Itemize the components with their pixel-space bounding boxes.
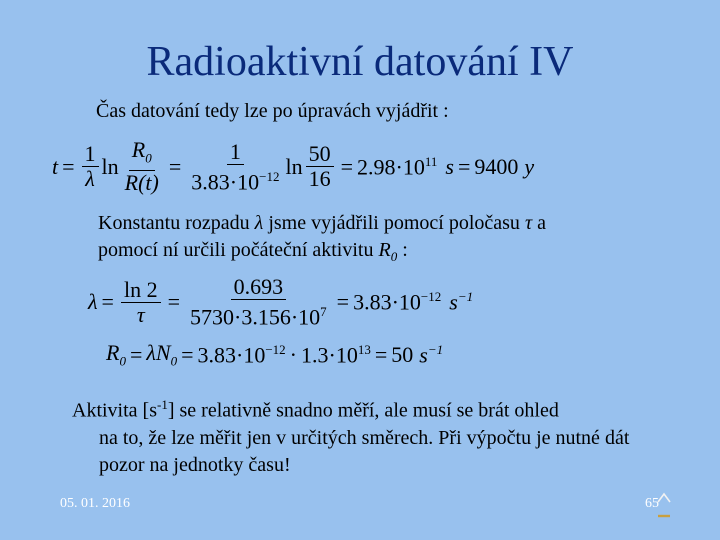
p2-l2-a: pomocí ní určili počáteční aktivitu <box>98 239 379 261</box>
eq2-r-exp: −12 <box>420 289 442 304</box>
eq1-r1-base: 2.98·10 <box>357 153 425 179</box>
p3-rest: na to, že lze měřit jen v určitých směrech. Při výpočtu je nutné dát pozor na jednotky času! <box>99 426 630 476</box>
eq1-f2-num-r: R <box>131 137 146 162</box>
eq1-ln: ln <box>101 153 119 179</box>
footer-date: 05. 01. 2016 <box>60 496 130 511</box>
eq3-equals-3: = <box>374 341 388 367</box>
eq1-equals-3: = <box>340 153 354 179</box>
slide-title: Radioaktivní datování IV <box>146 39 574 85</box>
eq2-unit-s: s <box>449 289 458 315</box>
eq3-result: 50 <box>391 341 414 367</box>
eq3-r-letter: R <box>106 340 120 365</box>
initial-activity-equation <box>106 340 443 369</box>
eq3-equals-2: = <box>181 341 194 367</box>
p2-l2-b: : <box>397 239 408 261</box>
eq2-f2-den <box>187 300 330 329</box>
eq2-f2-num: 0.693 <box>231 275 287 300</box>
page-number: 65 <box>645 496 659 511</box>
eq1-f3-den-base: 3.83·10 <box>191 168 260 194</box>
eq1-f2-num-sub: 0 <box>145 150 152 166</box>
p3-sup: -1 <box>157 397 168 412</box>
p2-r: R <box>378 239 391 261</box>
eq1-r1-exp: 11 <box>424 153 438 169</box>
eq3-unit-exp: −1 <box>427 341 444 357</box>
eq2-result <box>353 289 441 315</box>
eq1-ln-2: ln <box>285 153 303 179</box>
eq2-equals-2: = <box>167 289 180 315</box>
eq3-lambda-n-text: λN <box>146 340 171 365</box>
eq1-f3-num: 1 <box>227 140 244 165</box>
eq1-equals: = <box>62 153 75 179</box>
eq1-f2-den: R(t) <box>124 170 159 196</box>
dating-time-equation <box>52 138 534 195</box>
eq2-equals-3: = <box>336 289 350 315</box>
decay-constant-equation <box>88 275 473 329</box>
eq2-fraction-1 <box>121 278 161 327</box>
eq3-r <box>106 340 126 369</box>
eq1-unit-s: s <box>445 153 454 179</box>
decay-constant-text <box>98 210 546 270</box>
eq1-f2-num <box>129 138 155 171</box>
decay-text-line-1 <box>98 210 546 237</box>
eq2-fraction-2 <box>187 275 330 329</box>
eq3-t1-base: 3.83·10 <box>197 341 266 367</box>
eq3-term-2 <box>301 342 371 368</box>
eq2-lambda: λ <box>88 289 98 315</box>
eq1-equals-2: = <box>168 153 182 179</box>
eq3-equals: = <box>129 341 143 367</box>
eq2-r-base: 3.83·10 <box>353 289 421 315</box>
eq1-fraction-1 <box>82 142 99 191</box>
p2-r-sub: 0 <box>390 249 398 264</box>
eq3-n-sub: 0 <box>170 353 178 369</box>
eq1-f4-num: 50 <box>306 142 334 167</box>
eq1-fraction-3 <box>188 140 282 194</box>
eq1-f3-den <box>188 165 282 194</box>
eq1-unit-y: y <box>524 153 535 179</box>
eq3-unit-s: s <box>419 341 428 367</box>
eq1-f1-num: 1 <box>82 142 99 167</box>
p2-l1-c: a <box>532 212 546 234</box>
eq2-f2-den-exp: 7 <box>320 304 327 319</box>
decay-text-line-2 <box>98 237 546 270</box>
eq2-equals: = <box>101 289 114 315</box>
eq2-f1-den: τ <box>136 301 145 327</box>
eq1-f1-den: λ <box>85 166 95 192</box>
eq3-t2-base: 1.3·10 <box>301 341 358 367</box>
eq3-dot: · <box>289 341 297 367</box>
eq1-f4-den: 16 <box>308 166 331 192</box>
eq3-unit <box>419 342 443 368</box>
p3-b: ] se relativně snadno měří, ale musí se brát ohled <box>167 399 559 422</box>
eq3-t2-exp: 13 <box>357 341 371 357</box>
eq1-result-1 <box>357 154 437 180</box>
p2-tau: τ <box>524 212 533 234</box>
eq3-t1-exp: −12 <box>265 341 286 357</box>
home-icon[interactable] <box>656 491 672 519</box>
eq2-f1-num: ln 2 <box>121 278 161 303</box>
eq1-equals-4: = <box>457 153 471 179</box>
intro-text: Čas datování tedy lze po úpravách vyjádřit : <box>96 100 449 122</box>
eq3-r-sub: 0 <box>119 353 126 369</box>
eq2-unit-exp: −1 <box>457 289 474 304</box>
eq1-f3-den-exp: −12 <box>259 168 280 184</box>
eq1-fraction-4 <box>306 142 334 191</box>
activity-note <box>72 391 672 479</box>
p2-lambda: λ <box>254 212 264 234</box>
eq2-f2-den-base: 5730·3.156·10 <box>190 304 321 330</box>
eq3-lambda-n <box>146 340 177 369</box>
p3-a: Aktivita [s <box>72 399 157 422</box>
p2-l1-b: jsme vyjádřili pomocí poločasu <box>263 212 525 234</box>
eq3-term-1 <box>198 342 286 368</box>
eq1-t: t <box>52 153 59 179</box>
eq2-unit <box>449 289 473 315</box>
eq1-result-2: 9400 <box>474 153 519 179</box>
p2-l1-a: Konstantu rozpadu <box>98 212 255 234</box>
eq1-fraction-2 <box>122 138 162 195</box>
